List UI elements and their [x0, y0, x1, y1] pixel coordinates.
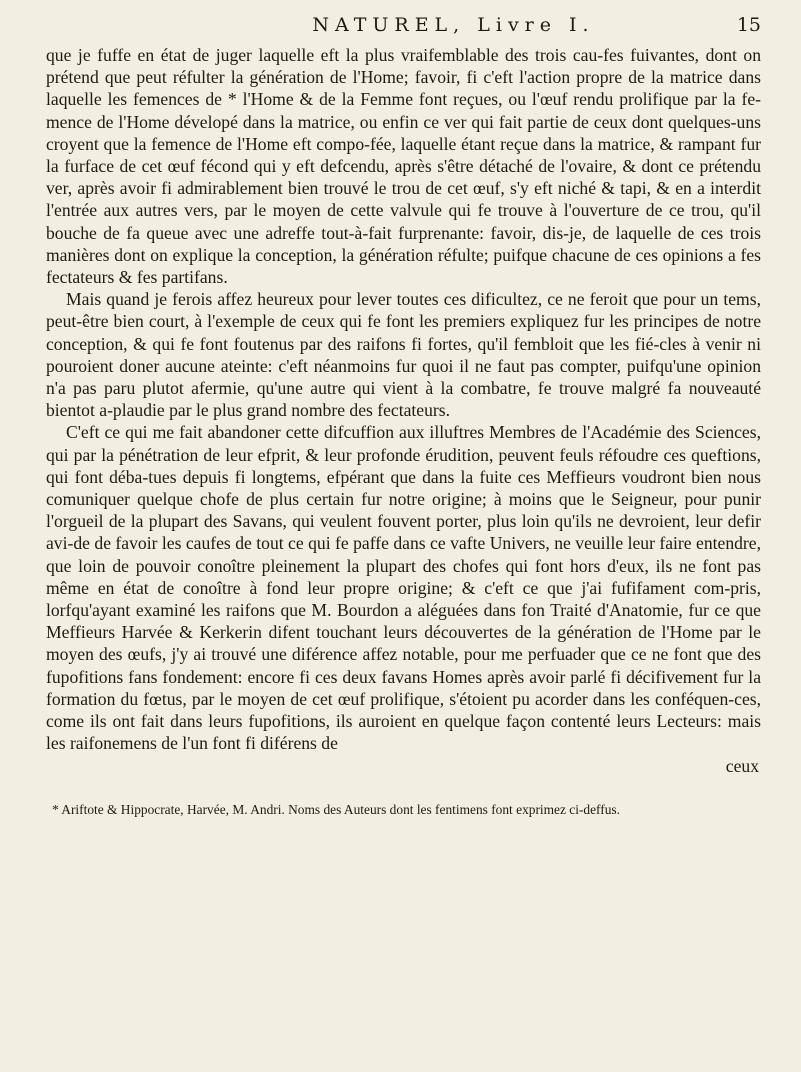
footnote: * Ariftote & Hippocrate, Harvée, M. Andri. Noms des Auteurs dont les fentimens font exprimez ci-deffus.	[52, 801, 620, 817]
running-title: NATUREL, Livre I.	[312, 14, 595, 36]
paragraph: C'eft ce qui me fait abandoner cette difcuffion aux illuftres Membres de l'Académie des Sciences, qui par la pénétration de leur efprit, & leur profonde érudition, peuvent feuls réfoudre ces queftions, qui font déba-tues depuis fi longtems, efpérant que dans la fuite ces Meffieurs voudront bien nous comuniquer quelque chofe de plus certain fur notre origine; à moins que le Seigneur, pour punir l'orgueil de la plupart des Savans, qui veulent fouvent porter, plus loin qu'ils ne devroient, leur defir avi-de de favoir les caufes de tout ce qui fe paffe dans ce vafte Univers, ne veuille leur faire entendre, que loin de pouvoir conoître pleinement la plupart des chofes qui font hors d'eux, ils ne font pas même en état de conoître à fond leur propre origine; & c'eft ce que j'ai fufifament com-pris, lorfqu'ayant examiné les raifons que M. Bourdon a aléguées dans fon Traité d'Anatomie, fur ce que Meffieurs Harvée & Kerkerin difent touchant leurs découvertes de la génération de l'Home par le moyen des œufs, j'y ai trouvé une diférence affez notable, pour me perfuader que ce ne font que des fupofitions fans fondement: encore fi ces deux favans Homes après avoir parlé fi décifivement fur la formation du fœtus, par le moyen de cet œuf prolifique, s'étoient pu acorder dans les conféquen-ces, come ils ont fait dans leurs fupofitions, ils auroient en quelque façon contenté leurs Lecteurs: mais les raifonemens de l'un font fi diférens de	[46, 422, 761, 754]
running-header	[146, 14, 761, 42]
catchword: ceux	[725, 755, 759, 776]
paragraph-continuation: que je fuffe en état de juger laquelle eft la plus vraifemblable des trois cau-fes fuivantes, dont on prétend que peut réfulter la génération de l'Home; favoir, fi c'eft l'action propre de la matrice dans laquelle les femences de * l'Home & de la Femme font reçues, ou l'œuf rendu prolifique par la fe-mence de l'Home dévelopé dans la matrice, ou enfin ce ver qui fait partie de ceux dont quelques-uns croyent que la femence de l'Home eft compo-fée, laquelle étant reçue dans la matrice, & rampant fur la furface de cet œuf fécond qui y eft defcendu, après s'être détaché de l'ovaire, & dont ce prétendu ver, après avoir fi admirablement bien trouvé le trou de cet œuf, s'y eft niché & tapi, & en a interdit l'entrée aux autres vers, par le moyen de cette valvule qui fe trouve à l'ouverture de ce trou, qu'il bouche de fa queue avec une adreffe tout-à-fait furprenante: favoir, dis-je, de laquelle de ces trois manières dont on explique la conception, la génération réfulte; puifque chacune de ces opinions a fes fectateurs & fes partifans.	[46, 45, 761, 288]
page-number: 15	[736, 14, 761, 36]
paragraph: Mais quand je ferois affez heureux pour lever toutes ces dificultez, ce ne feroit que pour un tems, peut-être bien court, à l'exemple de ceux qui fe font les premiers expliquez fur les principes de notre conception, & qui fe font foutenus par des raifons fi fortes, qu'il fembloit que les fié-cles à venir ni pouroient doner aucune ateinte: c'eft néanmoins fur quoi il ne faut pas compter, puifqu'une opinion n'a pas paru plutot afermie, qu'une autre qui vient à la combatre, fe trouve malgré fa nouveauté bientot a-plaudie par le plus grand nombre des fectateurs.	[46, 289, 761, 421]
main-text	[46, 44, 761, 755]
